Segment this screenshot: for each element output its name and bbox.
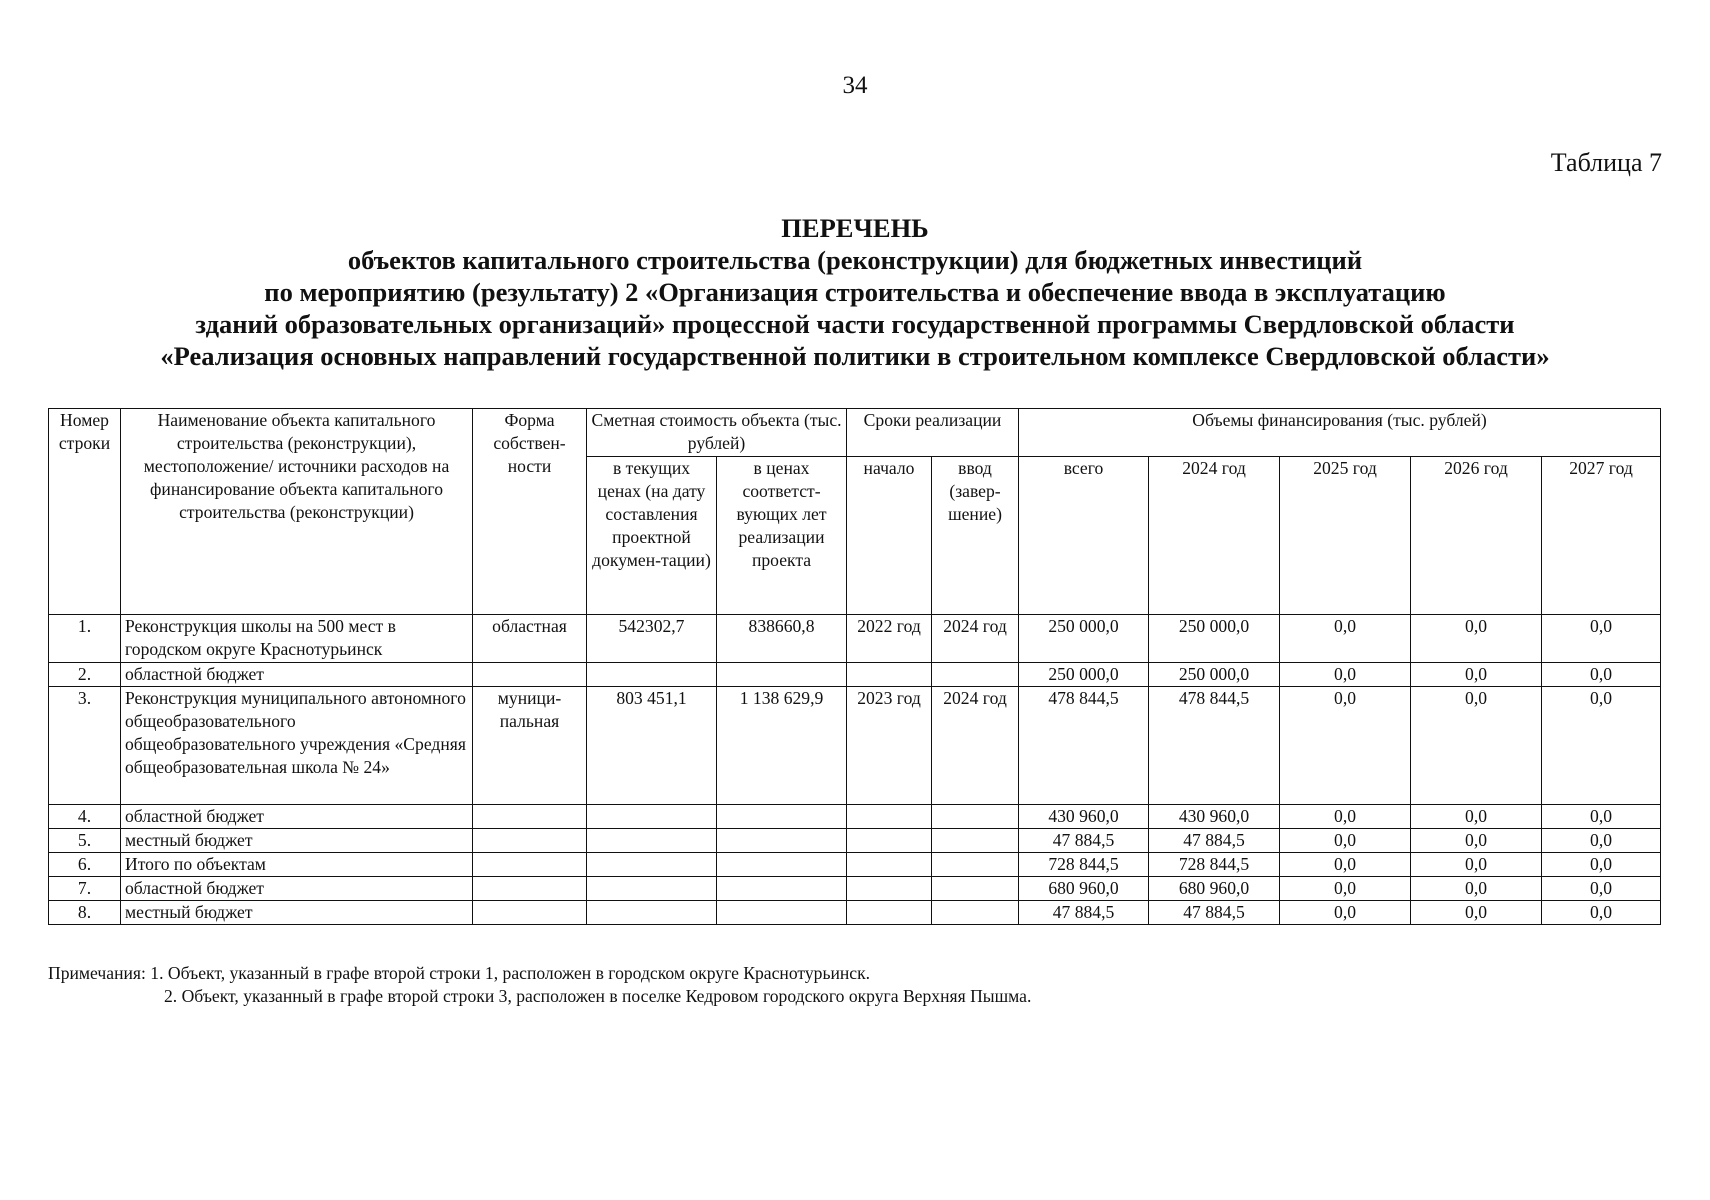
cell-2027: 0,0 bbox=[1542, 687, 1661, 805]
capital-construction-table bbox=[48, 408, 1661, 925]
cell-2026: 0,0 bbox=[1411, 687, 1542, 805]
cell-term-end: 2024 год bbox=[932, 615, 1019, 663]
cell-total: 680 960,0 bbox=[1019, 877, 1149, 901]
title-line: ПЕРЕЧЕНЬ bbox=[781, 213, 929, 243]
cell-term-end bbox=[932, 877, 1019, 901]
cell-row-number: 7. bbox=[49, 877, 121, 901]
cell-total: 430 960,0 bbox=[1019, 805, 1149, 829]
cell-2025: 0,0 bbox=[1280, 615, 1411, 663]
cell-2025: 0,0 bbox=[1280, 901, 1411, 925]
cell-cost-current bbox=[587, 877, 717, 901]
cell-2024: 680 960,0 bbox=[1149, 877, 1280, 901]
cell-ownership bbox=[473, 901, 587, 925]
cell-total: 728 844,5 bbox=[1019, 853, 1149, 877]
cell-cost-years bbox=[717, 663, 847, 687]
cell-2026: 0,0 bbox=[1411, 901, 1542, 925]
cell-2027: 0,0 bbox=[1542, 615, 1661, 663]
table-label: Таблица 7 bbox=[1550, 148, 1662, 177]
cell-term-start: 2022 год bbox=[847, 615, 932, 663]
cell-row-number: 8. bbox=[49, 901, 121, 925]
cell-cost-years bbox=[717, 829, 847, 853]
cell-term-end bbox=[932, 829, 1019, 853]
table-row bbox=[49, 615, 1661, 663]
cell-term-start bbox=[847, 829, 932, 853]
header-total: всего bbox=[1019, 457, 1149, 615]
table-row bbox=[49, 877, 1661, 901]
cell-term-start bbox=[847, 805, 932, 829]
cell-2025: 0,0 bbox=[1280, 853, 1411, 877]
cell-2027: 0,0 bbox=[1542, 853, 1661, 877]
cell-cost-years bbox=[717, 901, 847, 925]
cell-row-number: 2. bbox=[49, 663, 121, 687]
title-line: зданий образовательных организаций» процессной части государственной программы Свердловской области bbox=[195, 309, 1515, 339]
cell-2027: 0,0 bbox=[1542, 805, 1661, 829]
cell-2024: 430 960,0 bbox=[1149, 805, 1280, 829]
cell-object-name: Реконструкция муниципального автономного общеобразовательного общеобразовательного учреждения «Средняя общеобразовательная школа № 24» bbox=[121, 687, 473, 805]
cell-term-end bbox=[932, 805, 1019, 829]
cell-2024: 47 884,5 bbox=[1149, 829, 1280, 853]
cell-ownership bbox=[473, 877, 587, 901]
cell-row-number: 6. bbox=[49, 853, 121, 877]
table-row bbox=[49, 805, 1661, 829]
notes bbox=[48, 962, 1031, 1008]
cell-2026: 0,0 bbox=[1411, 615, 1542, 663]
header-object-name: Наименование объекта капитального строительства (реконструкции), местоположение/ источники расходов на финансирование объекта капитального строительства (реконструкции) bbox=[121, 409, 473, 615]
header-estimated-cost: Сметная стоимость объекта (тыс. рублей) bbox=[587, 409, 847, 457]
table-row bbox=[49, 687, 1661, 805]
cell-ownership: муници-пальная bbox=[473, 687, 587, 805]
cell-row-number: 4. bbox=[49, 805, 121, 829]
cell-total: 250 000,0 bbox=[1019, 615, 1149, 663]
table-row bbox=[49, 853, 1661, 877]
cell-total: 47 884,5 bbox=[1019, 901, 1149, 925]
cell-ownership bbox=[473, 663, 587, 687]
cell-2026: 0,0 bbox=[1411, 805, 1542, 829]
table-row bbox=[49, 901, 1661, 925]
table-body bbox=[49, 615, 1661, 925]
cell-2027: 0,0 bbox=[1542, 663, 1661, 687]
cell-2025: 0,0 bbox=[1280, 687, 1411, 805]
cell-2026: 0,0 bbox=[1411, 853, 1542, 877]
cell-object-name: областной бюджет bbox=[121, 805, 473, 829]
cell-2027: 0,0 bbox=[1542, 829, 1661, 853]
cell-cost-years: 1 138 629,9 bbox=[717, 687, 847, 805]
header-cost-years: в ценах соответст-вующих лет реализации проекта bbox=[717, 457, 847, 615]
cell-2024: 250 000,0 bbox=[1149, 663, 1280, 687]
document-title bbox=[60, 212, 1650, 372]
cell-term-end bbox=[932, 663, 1019, 687]
cell-2025: 0,0 bbox=[1280, 829, 1411, 853]
cell-cost-current: 803 451,1 bbox=[587, 687, 717, 805]
title-line: объектов капитального строительства (реконструкции) для бюджетных инвестиций bbox=[347, 245, 1363, 275]
header-term-start: начало bbox=[847, 457, 932, 615]
page-number: 34 bbox=[842, 72, 868, 99]
cell-cost-years bbox=[717, 853, 847, 877]
cell-ownership: областная bbox=[473, 615, 587, 663]
cell-cost-current bbox=[587, 829, 717, 853]
title-line: «Реализация основных направлений государственной политики в строительном комплексе Свердловской области» bbox=[160, 341, 1550, 371]
cell-object-name: областной бюджет bbox=[121, 877, 473, 901]
header-row-number: Номер строки bbox=[49, 409, 121, 615]
cell-term-end bbox=[932, 853, 1019, 877]
header-terms: Сроки реализации bbox=[847, 409, 1019, 457]
note-line-1: Примечания: 1. Объект, указанный в графе второй строки 1, расположен в городском округе Краснотурьинск. bbox=[48, 963, 871, 983]
cell-object-name: Итого по объектам bbox=[121, 853, 473, 877]
cell-2025: 0,0 bbox=[1280, 805, 1411, 829]
header-cost-current: в текущих ценах (на дату составления проектной докумен-тации) bbox=[587, 457, 717, 615]
cell-ownership bbox=[473, 853, 587, 877]
cell-term-start bbox=[847, 877, 932, 901]
cell-total: 47 884,5 bbox=[1019, 829, 1149, 853]
cell-cost-years bbox=[717, 805, 847, 829]
table-row bbox=[49, 663, 1661, 687]
cell-row-number: 1. bbox=[49, 615, 121, 663]
cell-cost-current: 542302,7 bbox=[587, 615, 717, 663]
cell-2026: 0,0 bbox=[1411, 663, 1542, 687]
cell-term-start bbox=[847, 901, 932, 925]
cell-total: 478 844,5 bbox=[1019, 687, 1149, 805]
cell-2024: 478 844,5 bbox=[1149, 687, 1280, 805]
cell-2024: 728 844,5 bbox=[1149, 853, 1280, 877]
cell-object-name: Реконструкция школы на 500 мест в городском округе Краснотурьинск bbox=[121, 615, 473, 663]
header-funding: Объемы финансирования (тыс. рублей) bbox=[1019, 409, 1661, 457]
cell-2024: 47 884,5 bbox=[1149, 901, 1280, 925]
cell-row-number: 5. bbox=[49, 829, 121, 853]
cell-ownership bbox=[473, 805, 587, 829]
cell-row-number: 3. bbox=[49, 687, 121, 805]
table-header bbox=[49, 409, 1661, 615]
cell-cost-current bbox=[587, 663, 717, 687]
cell-2025: 0,0 bbox=[1280, 877, 1411, 901]
cell-2025: 0,0 bbox=[1280, 663, 1411, 687]
cell-term-start bbox=[847, 853, 932, 877]
header-2027: 2027 год bbox=[1542, 457, 1661, 615]
cell-term-start: 2023 год bbox=[847, 687, 932, 805]
note-line-2: 2. Объект, указанный в графе второй строки 3, расположен в поселке Кедровом городского округа Верхняя Пышма. bbox=[164, 986, 1032, 1006]
cell-cost-current bbox=[587, 853, 717, 877]
header-term-end: ввод (завер-шение) bbox=[932, 457, 1019, 615]
cell-2027: 0,0 bbox=[1542, 877, 1661, 901]
cell-cost-current bbox=[587, 805, 717, 829]
cell-cost-current bbox=[587, 901, 717, 925]
header-2025: 2025 год bbox=[1280, 457, 1411, 615]
header-2026: 2026 год bbox=[1411, 457, 1542, 615]
title-line: по мероприятию (результату) 2 «Организация строительства и обеспечение ввода в эксплуатацию bbox=[264, 277, 1446, 307]
cell-ownership bbox=[473, 829, 587, 853]
cell-2027: 0,0 bbox=[1542, 901, 1661, 925]
cell-cost-years bbox=[717, 877, 847, 901]
cell-object-name: областной бюджет bbox=[121, 663, 473, 687]
cell-term-end: 2024 год bbox=[932, 687, 1019, 805]
cell-term-start bbox=[847, 663, 932, 687]
header-2024: 2024 год bbox=[1149, 457, 1280, 615]
cell-2024: 250 000,0 bbox=[1149, 615, 1280, 663]
header-ownership: Форма собствен-ности bbox=[473, 409, 587, 615]
table-row bbox=[49, 829, 1661, 853]
cell-2026: 0,0 bbox=[1411, 829, 1542, 853]
cell-term-end bbox=[932, 901, 1019, 925]
cell-2026: 0,0 bbox=[1411, 877, 1542, 901]
cell-object-name: местный бюджет bbox=[121, 829, 473, 853]
cell-total: 250 000,0 bbox=[1019, 663, 1149, 687]
cell-object-name: местный бюджет bbox=[121, 901, 473, 925]
cell-cost-years: 838660,8 bbox=[717, 615, 847, 663]
